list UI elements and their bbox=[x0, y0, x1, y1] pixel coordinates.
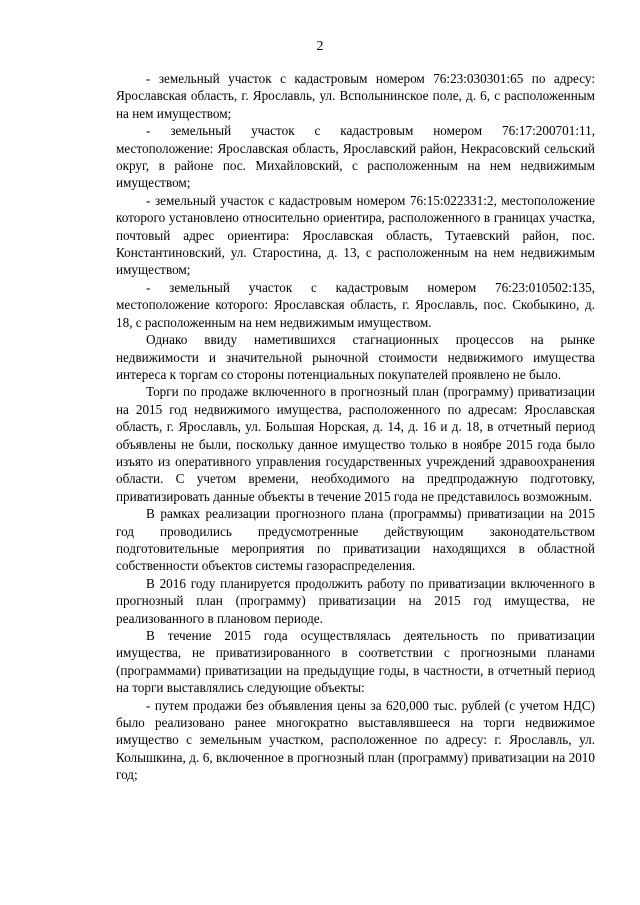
paragraph-2016-plan: В 2016 году планируется продолжить работу по приватизации включенного в прогнозный план (программу) приватизации на 2015 год имущества, не реализованного в плановом периоде. bbox=[116, 575, 595, 626]
page-number: 2 bbox=[316, 39, 324, 54]
paragraph-market-stagnation: Однако ввиду наметившихся стагнационных процессов на рынке недвижимости и значительной рыночной стоимости недвижимого имущества интереса к торгам со стороны потенциальных покупателей проявлено не было. bbox=[116, 332, 595, 382]
paragraph-previous-years: В течение 2015 года осуществлялась деятельность по приватизации имущества, не приватизированного в соответствии с прогнозными планами (программами) приватизации на предыдущие годы, в частности, в отчетный период на торги выставлялись следующие объекты: bbox=[116, 628, 595, 696]
paragraph-land-plot-4: - земельный участок с кадастровым номером 76:23:010502:135, местоположение которого: Ярославская область, г. Ярославль, пос. Скобыкино, д. 18, с расположенным на нем недвижимым имуществом. bbox=[116, 279, 595, 330]
paragraph-land-plot-2: - земельный участок с кадастровым номером 76:17:200701:11, местоположение: Ярославская область, Ярославский район, Некрасовский сельский округ, в районе пос. Михайловский, с расположенным на нем недвижимым имуществом; bbox=[116, 123, 595, 191]
paragraph-gas-distribution: В рамках реализации прогнозного плана (программы) приватизации на 2015 год проводились предусмотренные действующим законодательством подготовительные мероприятия по приватизации находящихся в областной собственности объектов системы газораспределения. bbox=[116, 506, 595, 574]
paragraph-kolyshkina-sale: - путем продажи без объявления цены за 620,000 тыс. рублей (с учетом НДС) было реализовано ранее многократно выставлявшееся на торги недвижимое имущество с земельным участком, расположенное по адресу: г. Ярославль, ул. Колышкина, д. 6, включенное в прогнозный план (программу) приватизации на 2010 год; bbox=[116, 697, 595, 783]
paragraph-land-plot-1: - земельный участок с кадастровым номером 76:23:030301:65 по адресу: Ярославская область, г. Ярославль, ул. Всполынинское поле, д. 6, с расположенным на нем имуществом; bbox=[116, 71, 595, 121]
document-body bbox=[116, 70, 595, 784]
paragraph-bolshaya-norskaya: Торги по продаже включенного в прогнозный план (программу) приватизации на 2015 год недвижимого имущества, расположенного по адресам: Ярославская область, г. Ярославль, ул. Большая Норская, д. 14, д. 16 и д. 18, в отчетный период объявлены не были, поскольку данное имущество только в ноябре 2015 года было изъято из оперативного управления государственных учреждений здравоохранения области. С учетом времени, необходимого на предпродажную подготовку, приватизировать данные объекты в течение 2015 года не представилось возможным. bbox=[116, 384, 595, 504]
paragraph-land-plot-3: - земельный участок с кадастровым номером 76:15:022331:2, местоположение которого установлено относительно ориентира, расположенного в границах участка, почтовый адрес ориентира: Ярославская область, Тутаевский район, пос. Константиновский, ул. Старостина, д. 13, с расположенным на нем недвижимым имуществом; bbox=[116, 192, 595, 278]
